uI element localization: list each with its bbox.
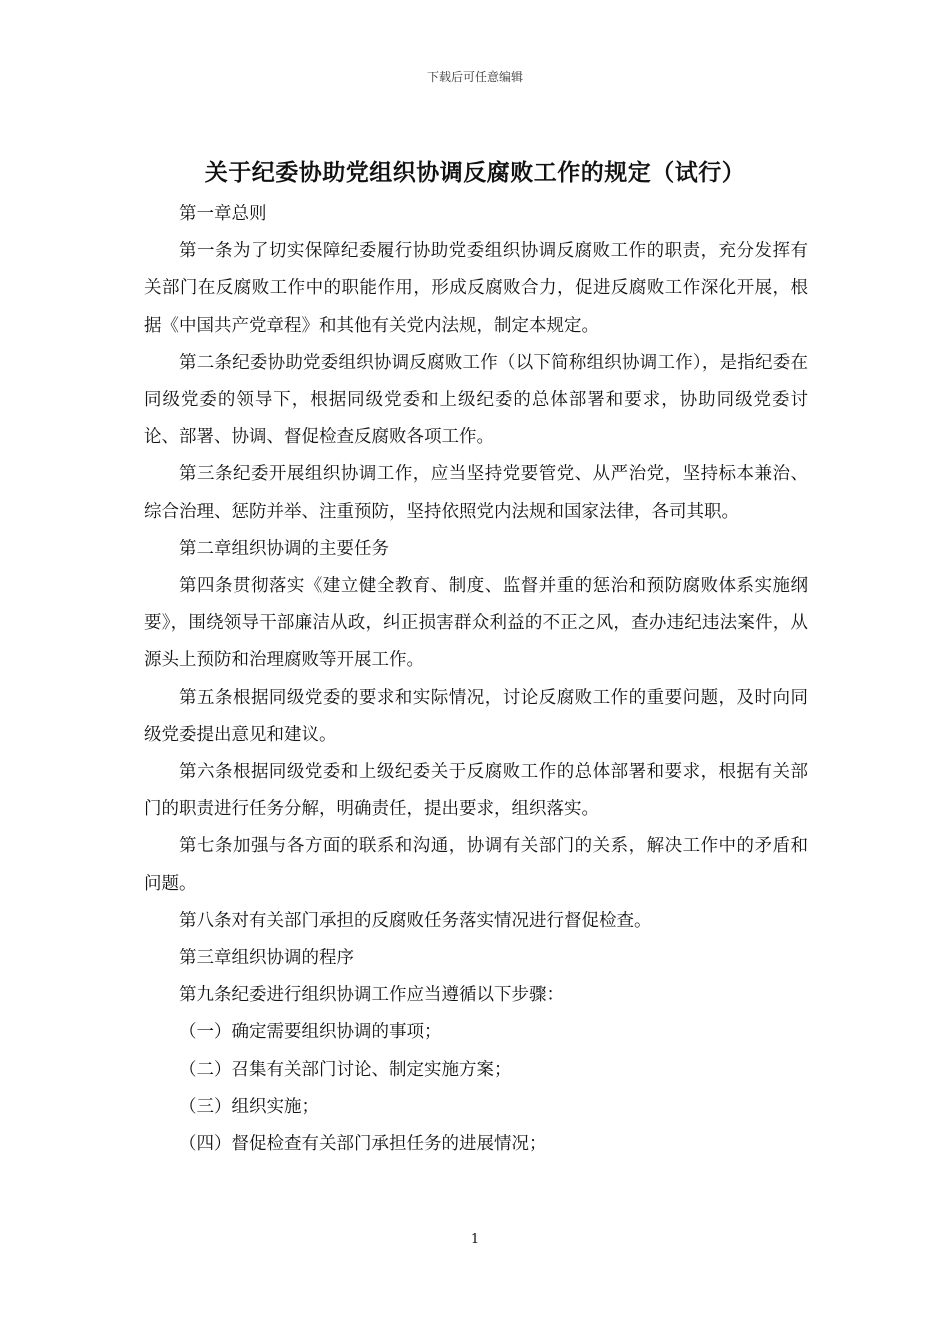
article-paragraph: 第四条贯彻落实《建立健全教育、制度、监督并重的惩治和预防腐败体系实施纲要》，围绕领导干部廉洁从政，纠正损害群众利益的不正之风，查办违纪违法案件，从源头上预防和治理腐败等开展工作。 xyxy=(144,576,808,671)
article-paragraph: 第九条纪委进行组织协调工作应当遵循以下步骤： xyxy=(179,985,564,1006)
article-paragraph: 第二条纪委协助党委组织协调反腐败工作（以下简称组织协调工作），是指纪委在同级党委的领导下，根据同级党委和上级纪委的总体部署和要求，协助同级党委讨论、部署、协调、督促检查反腐败各项工作。 xyxy=(144,352,808,448)
article-paragraph: 第七条加强与各方面的联系和沟通，协调有关部门的关系，解决工作中的矛盾和问题。 xyxy=(144,836,808,894)
chapter-heading: 第二章组织协调的主要任务 xyxy=(179,538,389,559)
list-item: （一）确定需要组织协调的事项； xyxy=(179,1022,442,1043)
document-title: 关于纪委协助党组织协调反腐败工作的规定（试行） xyxy=(204,159,746,186)
article-paragraph: 第三条纪委开展组织协调工作，应当坚持党要管党、从严治党，坚持标本兼治、综合治理、惩防并举、注重预防，坚持依照党内法规和国家法律，各司其职。 xyxy=(144,464,808,522)
page-number: 1 xyxy=(470,1232,480,1247)
article-paragraph: 第一条为了切实保障纪委履行协助党委组织协调反腐败工作的职责，充分发挥有关部门在反腐败工作中的职能作用，形成反腐败合力，促进反腐败工作深化开展，根据《中国共产党章程》和其他有关党内法规，制定本规定。 xyxy=(144,241,808,336)
article-paragraph: 第八条对有关部门承担的反腐败任务落实情况进行督促检查。 xyxy=(179,910,652,931)
list-item: （四）督促检查有关部门承担任务的进展情况； xyxy=(179,1134,547,1155)
article-paragraph: 第六条根据同级党委和上级纪委关于反腐败工作的总体部署和要求，根据有关部门的职责进行任务分解，明确责任，提出要求，组织落实。 xyxy=(144,762,808,820)
article-paragraph: 第五条根据同级党委的要求和实际情况，讨论反腐败工作的重要问题，及时向同级党委提出意见和建议。 xyxy=(144,687,808,745)
list-item: （二）召集有关部门讨论、制定实施方案； xyxy=(179,1059,512,1080)
chapter-heading: 第一章总则 xyxy=(179,204,267,224)
document-body xyxy=(144,196,808,1163)
chapter-heading: 第三章组织协调的程序 xyxy=(179,948,354,969)
header-note: 下载后可任意编辑 xyxy=(426,70,523,84)
list-item: （三）组织实施； xyxy=(179,1096,319,1117)
